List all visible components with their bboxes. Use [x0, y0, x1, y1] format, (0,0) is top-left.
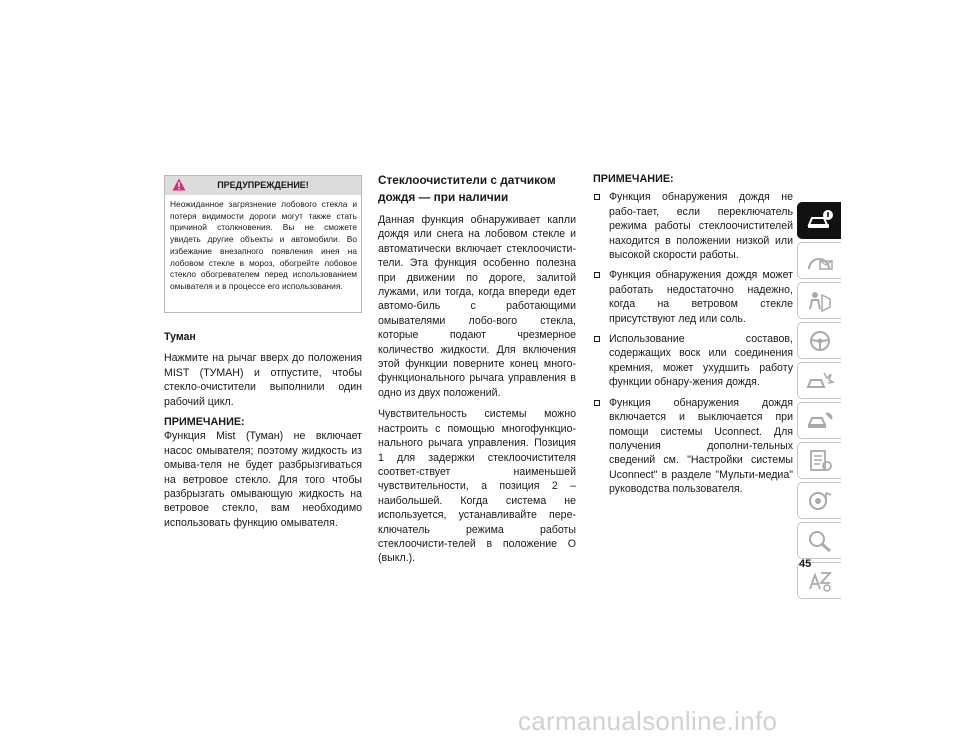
car-crash-icon: [806, 369, 834, 393]
page-number: 45: [799, 558, 812, 570]
tab-safety[interactable]: [797, 282, 841, 319]
car-service-icon: [806, 409, 834, 433]
bullet-square-icon: [594, 272, 600, 278]
fog-note-text: Функция Mist (Туман) не включает насос омывателя; поэтому жидкость из омыва-теля не будет разбрызгиваться на ветровое стекло. Для того чтобы разбрызгать омывающую жидкость на ветровое стекло, вам необходимо использовать функцию омывателя.: [164, 430, 362, 529]
rain-sensor-heading: Стеклоочистители с датчиком дождя — при наличии: [378, 173, 556, 204]
rain-note-title: ПРИМЕЧАНИЕ:: [593, 173, 674, 185]
tab-service[interactable]: [797, 402, 841, 439]
specifications-icon: [806, 449, 834, 473]
warning-header: [165, 176, 361, 195]
tab-dashboard[interactable]: [797, 242, 841, 279]
rain-note-list: [593, 190, 793, 496]
dashboard-message-icon: [806, 249, 834, 273]
right-column: [593, 172, 793, 503]
list-item: Функция обнаружения дождя может работать недостаточно надежно, когда на ветровом стекле присутствуют лед или соль.: [593, 268, 793, 326]
list-item: Функция обнаружения дождя не рабо-тает, если переключатель режима работы стеклоочистителей находится в положении низкой или высокой скорости работы.: [593, 190, 793, 262]
warning-text: Неожиданное загрязнение лобового стекла и потеря видимости дороги могут также стать причиной столкновения. Вы не сможете увидеть другие объекты и автомобили. Во избежание внезапного появления инея на лобовом стекле в мороз, обогрейте лобовое стекло обогревателем перед использованием омывателя и в процессе его использования.: [170, 199, 357, 291]
fog-heading: Туман: [164, 331, 196, 343]
rain-sensor-paragraph-1: Данная функция обнаруживает капли дождя или снега на лобовом стекле и автоматически включает стеклоочисти-тели. Эта функция особенно полезна при движении по дороге, залитой лужами, или тогда, когда впереди едет автомо-биль с работающими омывателями лобо-вого стекла, которые подают чрезмерное количество жидкости. Для включения этой функции поверните конец много-функционального рычага управления в одно из двух положений.: [378, 214, 576, 399]
left-column: [164, 330, 362, 530]
warning-box: [164, 175, 362, 313]
bullet-square-icon: [594, 194, 600, 200]
warning-title: ПРЕДУПРЕЖДЕНИЕ!: [217, 180, 309, 190]
car-safety-icon: [806, 289, 834, 313]
warning-triangle-icon: [172, 178, 186, 191]
tab-search[interactable]: [797, 522, 841, 559]
watermark: carmanualsonline.info: [518, 706, 778, 736]
tab-driving[interactable]: [797, 322, 841, 359]
fog-note-title: ПРИМЕЧАНИЕ:: [164, 416, 245, 429]
middle-column: [378, 172, 576, 566]
chapter-tabs: [797, 202, 841, 602]
car-info-icon: [806, 209, 834, 233]
tab-specifications[interactable]: [797, 442, 841, 479]
steering-wheel-icon: [806, 329, 834, 353]
tab-emergency[interactable]: [797, 362, 841, 399]
bullet-square-icon: [594, 400, 600, 406]
list-item: Использование составов, содержащих воск или соединения кремния, может ухудшить работу функции обнару-жения дождя.: [593, 332, 793, 390]
list-item: Функция обнаружения дождя включается и выключается при помощи системы Uconnect. Для получения дополни-тельных сведений см. "Настройки системы Uconnect" в разделе "Мульти-медиа" руководства пользователя.: [593, 396, 793, 497]
bullet-square-icon: [594, 336, 600, 342]
rain-sensor-paragraph-2: Чувствительность системы можно настроить с помощью многофункцио-нального рычага управления. Позиция 1 для задержки стеклоочистителя соответ-ствует наименьшей чувствительности, а позиция 2 – наибольшей. Когда система не используется, устанавливайте пере-ключатель режима работы стеклоочисти-телей в положение O (выкл.).: [378, 408, 576, 565]
multimedia-icon: [806, 489, 834, 513]
search-index-icon: [806, 529, 834, 553]
fog-paragraph: Нажмите на рычаг вверх до положения MIST (ТУМАН) и отпустите, чтобы стекло-очистители выполнили один рабочий цикл.: [164, 352, 362, 408]
tab-car-info[interactable]: [797, 202, 841, 239]
tab-multimedia[interactable]: [797, 482, 841, 519]
index-icon: [806, 569, 834, 593]
